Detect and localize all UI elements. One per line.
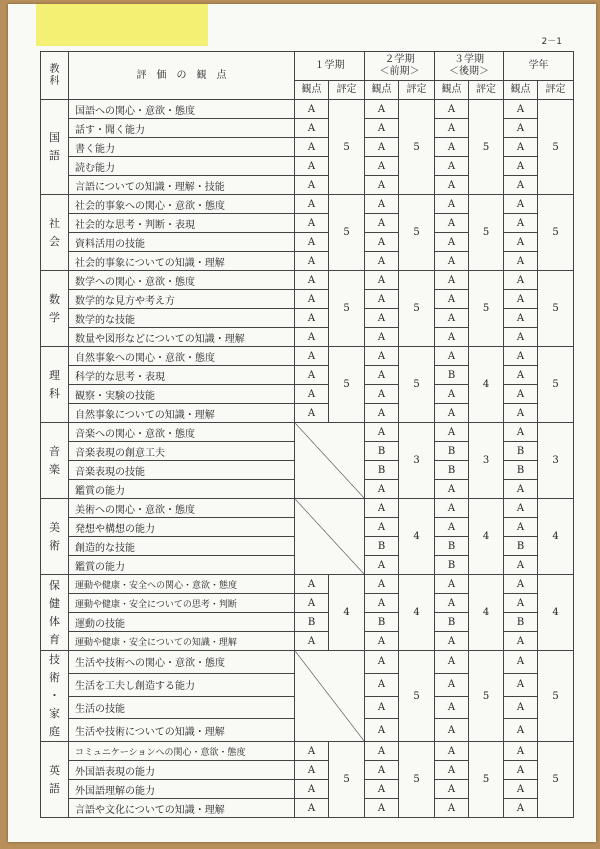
view-mark: A (365, 799, 399, 818)
view-mark: A (295, 290, 329, 309)
criterion-row (41, 347, 574, 366)
evaluation-body (41, 100, 574, 818)
view-mark: A (504, 176, 538, 195)
view-mark: A (435, 742, 469, 761)
view-mark: A (295, 366, 329, 385)
view-mark: A (435, 176, 469, 195)
view-mark: B (504, 461, 538, 480)
view-mark: B (435, 537, 469, 556)
grade-value: 5 (329, 195, 365, 271)
subject-name: 美 術 (41, 499, 69, 575)
view-mark: A (435, 233, 469, 252)
grade-value: 5 (329, 742, 365, 818)
view-mark: A (435, 252, 469, 271)
criterion-label: 生活の技能 (69, 696, 295, 719)
view-mark: A (435, 119, 469, 138)
view-mark: A (435, 195, 469, 214)
grade-value: 5 (538, 347, 574, 423)
criterion-label: 生活を工夫し創造する能力 (69, 673, 295, 696)
grade-value: 5 (399, 651, 435, 742)
subject-name: 技 術 ・ 家 庭 (41, 651, 69, 742)
grade-value: 5 (538, 651, 574, 742)
view-mark: A (504, 290, 538, 309)
grade-value: 5 (399, 347, 435, 423)
view-mark: A (435, 518, 469, 537)
view-mark: B (435, 442, 469, 461)
view-mark: A (504, 385, 538, 404)
subject-name: 数 学 (41, 271, 69, 347)
view-mark: A (504, 347, 538, 366)
view-mark: A (435, 780, 469, 799)
criterion-row (41, 423, 574, 442)
view-mark: A (295, 176, 329, 195)
view-mark: A (435, 290, 469, 309)
view-mark: A (435, 575, 469, 594)
view-mark: A (365, 719, 399, 742)
view-mark: A (435, 271, 469, 290)
view-mark: A (435, 480, 469, 499)
view-mark: A (435, 799, 469, 818)
view-subheader: 観点 (504, 81, 538, 100)
view-mark: A (295, 271, 329, 290)
view-mark: A (365, 309, 399, 328)
view-mark: A (295, 780, 329, 799)
grade-subheader: 評定 (469, 81, 504, 100)
not-assessed-cell (295, 423, 365, 499)
criterion-label: コミュニケーションへの関心・意欲・態度 (69, 742, 295, 761)
view-mark: B (295, 613, 329, 632)
criterion-label: 外国語表現の能力 (69, 761, 295, 780)
criterion-label: 音楽表現の創意工夫 (69, 442, 295, 461)
criterion-label: 言語や文化についての知識・理解 (69, 799, 295, 818)
grade-subheader: 評定 (329, 81, 365, 100)
grade-value: 5 (469, 651, 504, 742)
criterion-label: 美術への関心・意欲・態度 (69, 499, 295, 518)
view-mark: A (365, 233, 399, 252)
view-mark: A (504, 366, 538, 385)
criterion-label: 読む能力 (69, 157, 295, 176)
view-mark: A (504, 742, 538, 761)
view-mark: A (295, 328, 329, 347)
criterion-label: 音楽表現の技能 (69, 461, 295, 480)
view-mark: A (435, 594, 469, 613)
view-mark: A (504, 309, 538, 328)
view-mark: A (504, 100, 538, 119)
view-mark: A (435, 719, 469, 742)
grade-value: 3 (469, 423, 504, 499)
view-mark: B (435, 613, 469, 632)
view-mark: B (435, 366, 469, 385)
view-mark: A (295, 742, 329, 761)
view-mark: A (365, 366, 399, 385)
criterion-row (41, 651, 574, 674)
grade-value: 5 (538, 195, 574, 271)
grade-value: 4 (469, 347, 504, 423)
term-3-header: ３学期 ＜後期＞ (435, 52, 504, 81)
view-mark: A (365, 252, 399, 271)
view-mark: A (365, 696, 399, 719)
grade-value: 4 (538, 575, 574, 651)
criterion-row (41, 100, 574, 119)
view-mark: A (504, 252, 538, 271)
view-mark: A (365, 423, 399, 442)
view-mark: A (504, 518, 538, 537)
grade-value: 5 (469, 195, 504, 271)
view-mark: A (435, 309, 469, 328)
view-mark: A (504, 651, 538, 674)
view-mark: A (435, 499, 469, 518)
criterion-row (41, 195, 574, 214)
grade-value: 5 (399, 100, 435, 195)
view-mark: A (295, 347, 329, 366)
view-mark: A (295, 214, 329, 233)
subject-name: 英 語 (41, 742, 69, 818)
criterion-label: 観察・実験の技能 (69, 385, 295, 404)
view-mark: A (365, 480, 399, 499)
view-mark: A (365, 761, 399, 780)
view-mark: A (365, 271, 399, 290)
view-mark: B (504, 537, 538, 556)
criterion-label: 話す・聞く能力 (69, 119, 295, 138)
criterion-label: 言語についての知識・理解・技能 (69, 176, 295, 195)
view-mark: B (365, 442, 399, 461)
grade-value: 4 (399, 575, 435, 651)
view-mark: A (435, 157, 469, 176)
view-mark: A (365, 673, 399, 696)
view-mark: A (365, 290, 399, 309)
view-mark: A (365, 214, 399, 233)
criterion-label: 科学的な思考・表現 (69, 366, 295, 385)
view-mark: A (435, 423, 469, 442)
view-mark: A (295, 119, 329, 138)
view-mark: A (435, 138, 469, 157)
grade-value: 5 (469, 742, 504, 818)
criterion-row (41, 271, 574, 290)
grade-subheader: 評定 (538, 81, 574, 100)
grade-value: 3 (538, 423, 574, 499)
view-mark: A (504, 673, 538, 696)
subject-column-header: 教 科 (41, 52, 69, 100)
view-mark: A (504, 575, 538, 594)
view-mark: A (365, 575, 399, 594)
view-mark: A (365, 100, 399, 119)
criterion-label: 自然事象についての知識・理解 (69, 404, 295, 423)
sticky-note (36, 4, 208, 46)
grade-value: 5 (329, 271, 365, 347)
view-mark: A (365, 385, 399, 404)
view-mark: A (504, 719, 538, 742)
view-mark: A (435, 696, 469, 719)
view-mark: A (504, 780, 538, 799)
view-mark: A (504, 480, 538, 499)
criteria-column-header: 評 価 の 観 点 (69, 52, 295, 100)
view-mark: A (295, 632, 329, 651)
view-subheader: 観点 (295, 81, 329, 100)
criterion-label: 運動や健康・安全についての思考・判断 (69, 594, 295, 613)
grade-value: 5 (329, 100, 365, 195)
term-2-header: ２学期 ＜前期＞ (365, 52, 435, 81)
view-mark: B (365, 613, 399, 632)
view-mark: A (435, 385, 469, 404)
view-subheader: 観点 (365, 81, 399, 100)
view-mark: A (365, 195, 399, 214)
view-mark: A (295, 385, 329, 404)
view-mark: A (504, 632, 538, 651)
view-mark: A (365, 632, 399, 651)
view-mark: A (504, 761, 538, 780)
view-mark: A (295, 799, 329, 818)
view-mark: A (295, 309, 329, 328)
view-subheader: 観点 (435, 81, 469, 100)
view-mark: A (365, 119, 399, 138)
view-mark: A (365, 157, 399, 176)
view-mark: B (504, 442, 538, 461)
view-mark: A (295, 761, 329, 780)
criterion-label: 数学的な技能 (69, 309, 295, 328)
view-mark: A (365, 594, 399, 613)
view-mark: A (295, 594, 329, 613)
criterion-label: 創造的な技能 (69, 537, 295, 556)
grade-value: 4 (469, 575, 504, 651)
view-mark: A (504, 233, 538, 252)
view-mark: A (295, 404, 329, 423)
view-mark: A (504, 157, 538, 176)
view-mark: A (295, 157, 329, 176)
view-mark: A (504, 423, 538, 442)
view-mark: A (295, 100, 329, 119)
view-mark: A (504, 696, 538, 719)
view-mark: A (504, 138, 538, 157)
view-mark: A (365, 742, 399, 761)
view-mark: A (365, 404, 399, 423)
view-mark: A (365, 499, 399, 518)
view-mark: A (295, 195, 329, 214)
view-mark: A (504, 799, 538, 818)
subject-name: 音 楽 (41, 423, 69, 499)
grade-value: 5 (329, 347, 365, 423)
view-mark: A (435, 651, 469, 674)
view-mark: A (365, 556, 399, 575)
criterion-row (41, 575, 574, 594)
criterion-label: 運動の技能 (69, 613, 295, 632)
grade-value: 5 (399, 195, 435, 271)
view-mark: B (435, 556, 469, 575)
view-mark: A (365, 651, 399, 674)
view-mark: A (435, 632, 469, 651)
criterion-label: 生活や技術についての知識・理解 (69, 719, 295, 742)
criterion-label: 国語への関心・意欲・態度 (69, 100, 295, 119)
view-mark: A (295, 138, 329, 157)
view-mark: A (504, 119, 538, 138)
criterion-label: 生活や技術への関心・意欲・態度 (69, 651, 295, 674)
not-assessed-cell (295, 651, 365, 742)
view-mark: B (365, 537, 399, 556)
criterion-row (41, 742, 574, 761)
criterion-label: 書く能力 (69, 138, 295, 157)
criterion-label: 鑑賞の能力 (69, 556, 295, 575)
view-mark: A (435, 673, 469, 696)
criterion-label: 資料活用の技能 (69, 233, 295, 252)
view-mark: A (365, 518, 399, 537)
criterion-label: 運動や健康・安全についての知識・理解 (69, 632, 295, 651)
view-mark: A (435, 328, 469, 347)
view-mark: A (365, 138, 399, 157)
subject-name: 社 会 (41, 195, 69, 271)
grade-value: 4 (399, 499, 435, 575)
criterion-label: 外国語理解の能力 (69, 780, 295, 799)
view-mark: A (295, 233, 329, 252)
page-id: 2－1 (541, 37, 562, 47)
evaluation-table (40, 51, 574, 818)
criterion-label: 数量や図形などについての知識・理解 (69, 328, 295, 347)
grade-value: 4 (538, 499, 574, 575)
grade-value: 5 (538, 742, 574, 818)
view-mark: A (504, 404, 538, 423)
criterion-label: 発想や構想の能力 (69, 518, 295, 537)
criterion-label: 社会的事象への関心・意欲・態度 (69, 195, 295, 214)
criterion-label: 運動や健康・安全への関心・意欲・態度 (69, 575, 295, 594)
subject-name: 国 語 (41, 100, 69, 195)
grade-value: 5 (538, 100, 574, 195)
criterion-label: 自然事象への関心・意欲・態度 (69, 347, 295, 366)
criterion-label: 数学への関心・意欲・態度 (69, 271, 295, 290)
grade-value: 5 (538, 271, 574, 347)
grade-value: 5 (469, 271, 504, 347)
term-1-header: １学期 (295, 52, 365, 81)
criterion-label: 社会的事象についての知識・理解 (69, 252, 295, 271)
view-mark: A (365, 328, 399, 347)
criterion-row (41, 499, 574, 518)
grade-value: 5 (399, 742, 435, 818)
view-mark: A (504, 499, 538, 518)
view-mark: A (504, 328, 538, 347)
view-mark: A (504, 214, 538, 233)
criterion-label: 数学的な見方や考え方 (69, 290, 295, 309)
grade-value: 4 (329, 575, 365, 651)
grade-value: 3 (399, 423, 435, 499)
view-mark: A (295, 575, 329, 594)
criterion-label: 社会的な思考・判断・表現 (69, 214, 295, 233)
view-mark: A (435, 100, 469, 119)
subject-name: 保 健 体 育 (41, 575, 69, 651)
view-mark: A (504, 195, 538, 214)
not-assessed-cell (295, 499, 365, 575)
view-mark: A (295, 252, 329, 271)
view-mark: A (365, 347, 399, 366)
view-mark: A (504, 594, 538, 613)
criterion-label: 音楽への関心・意欲・態度 (69, 423, 295, 442)
view-mark: A (435, 347, 469, 366)
report-card-sheet (8, 4, 596, 842)
view-mark: B (435, 461, 469, 480)
view-mark: A (435, 404, 469, 423)
view-mark: B (504, 613, 538, 632)
grade-value: 4 (469, 499, 504, 575)
view-mark: A (365, 176, 399, 195)
grade-value: 5 (399, 271, 435, 347)
grade-subheader: 評定 (399, 81, 435, 100)
view-mark: A (504, 271, 538, 290)
grade-value: 5 (469, 100, 504, 195)
view-mark: A (504, 556, 538, 575)
subject-name: 理 科 (41, 347, 69, 423)
view-mark: B (365, 461, 399, 480)
year-header: 学年 (504, 52, 574, 81)
view-mark: A (435, 761, 469, 780)
view-mark: A (435, 214, 469, 233)
criterion-label: 鑑賞の能力 (69, 480, 295, 499)
view-mark: A (365, 780, 399, 799)
